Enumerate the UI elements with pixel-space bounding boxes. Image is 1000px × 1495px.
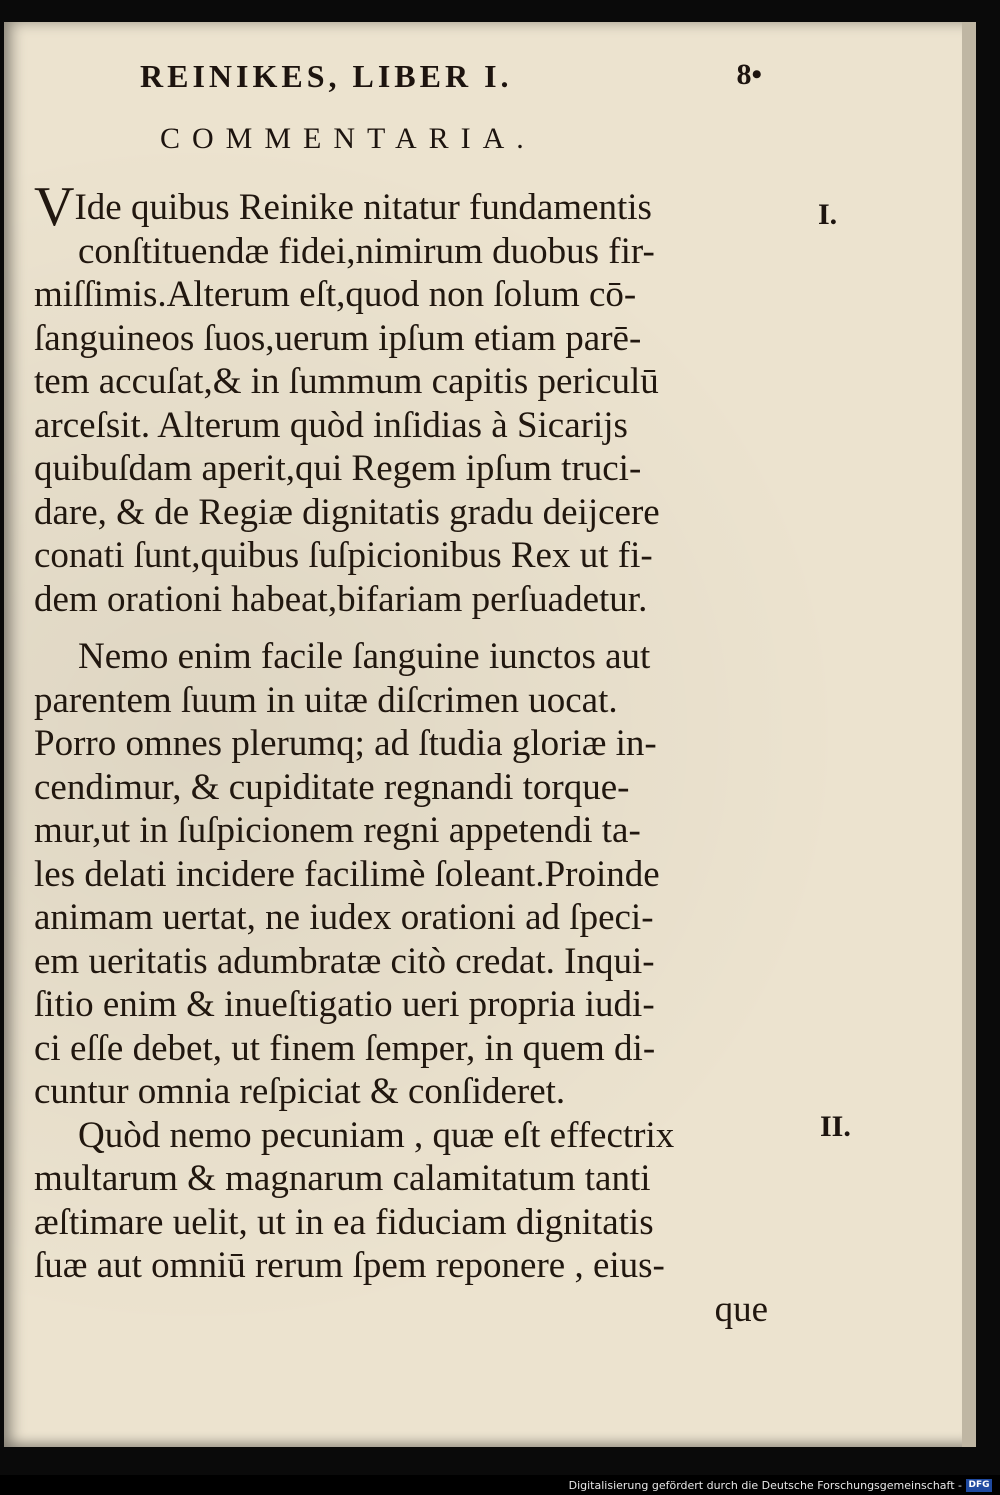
body-text — [34, 176, 774, 1331]
text-line: Quòd nemo pecuniam , quæ eſt effectrix — [78, 1114, 675, 1156]
page-edge — [962, 22, 976, 1447]
digitization-credit: Digitalisierung gefördert durch die Deutsche Forschungsgemeinschaft - — [568, 1479, 962, 1492]
running-head-title: REINIKES, LIBER I. — [140, 58, 513, 94]
text-line: les delati incidere facilimè ſoleant.Proinde — [34, 853, 660, 895]
text-line: parentem ſuum in uitæ diſcrimen uocat. — [34, 679, 618, 721]
drop-initial: V — [34, 176, 75, 238]
text-line: ci eſſe debet, ut finem ſemper, in quem di- — [34, 1027, 656, 1069]
text-line: tem accuſat,& in ſummum capitis periculū — [34, 361, 659, 402]
text-line: multarum & magnarum calamitatum tanti — [34, 1158, 651, 1199]
text-line: Nemo enim facile ſanguine iunctos aut — [78, 636, 651, 677]
text-line: animam uertat, ne iudex orationi ad ſpeci- — [34, 897, 654, 938]
page-number: 8• — [736, 58, 762, 91]
text-line: arceſsit. Alterum quòd inſidias à Sicarijs — [34, 404, 628, 446]
margin-note-1: I. — [818, 198, 838, 231]
text-line: cuntur omnia reſpiciat & conſideret. — [34, 1071, 566, 1112]
text-line: ſitio enim & inueſtigatio ueri propria iudi- — [34, 984, 655, 1025]
margin-note-2: II. — [820, 1110, 851, 1143]
catchword: que — [714, 1288, 768, 1330]
text-line: dare, & de Regiæ dignitatis gradu deijcere — [34, 491, 660, 533]
text-line: Porro omnes plerumq; ad ſtudia gloriæ in- — [34, 723, 657, 764]
text-line: æſtimare uelit, ut in ea fiduciam dignitatis — [34, 1201, 654, 1243]
text-line: em ueritatis adumbratæ citò credat. Inqui- — [34, 940, 655, 982]
text-line: conſtituendæ fidei,nimirum duobus fir- — [78, 230, 655, 272]
text-line: dem orationi habeat,bifariam perſuadetur. — [34, 578, 648, 620]
text-line: ſanguineos ſuos,uerum ipſum etiam parē- — [34, 317, 642, 359]
section-title: COMMENTARIA. — [160, 122, 536, 155]
running-head — [140, 58, 780, 102]
paragraph-gap — [34, 621, 774, 635]
text-line: VIde quibus Reinike nitatur fundamentis — [34, 176, 652, 238]
text-line: cendimur, & cupiditate regnandi torque- — [34, 766, 630, 808]
text-line: conati ſunt,quibus ſuſpicionibus Rex ut fi- — [34, 535, 653, 576]
text-line: miſſimis.Alterum eſt,quod non ſolum cō- — [34, 274, 637, 315]
text-line: quibuſdam aperit,qui Regem ipſum truci- — [34, 448, 642, 489]
text-line: ſuæ aut omniū rerum ſpem reponere , eius- — [34, 1245, 665, 1286]
text-line: mur,ut in ſuſpicionem regni appetendi ta- — [34, 810, 641, 851]
dfg-logo-icon: DFG — [966, 1479, 992, 1492]
